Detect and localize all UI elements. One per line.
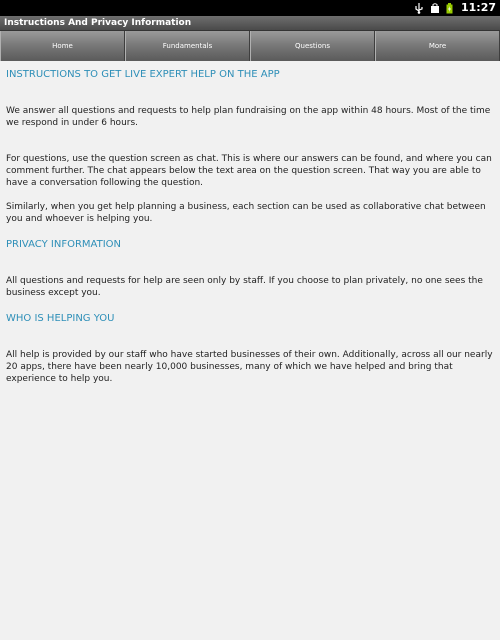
status-bar bbox=[0, 0, 500, 16]
usb-icon bbox=[414, 3, 424, 14]
heading-expert-help: INSTRUCTIONS TO GET LIVE EXPERT HELP ON THE APP bbox=[6, 69, 280, 80]
tab-home[interactable]: Home bbox=[0, 31, 125, 61]
tab-questions[interactable]: Questions bbox=[250, 31, 375, 61]
paragraph-who-helps: All help is provided by our staff who have started businesses of their own. Additionally, across all our nearly 20 apps, there have been nearly 10,000 businesses, many of which we have helped and bring that experience to help you. bbox=[6, 350, 493, 384]
content-area bbox=[0, 61, 500, 640]
tab-fundamentals[interactable]: Fundamentals bbox=[125, 31, 250, 61]
heading-privacy: PRIVACY INFORMATION bbox=[6, 239, 121, 250]
bag-icon bbox=[430, 3, 440, 14]
tab-more[interactable]: More bbox=[375, 31, 500, 61]
heading-who-helps: WHO IS HELPING YOU bbox=[6, 313, 115, 324]
status-icons bbox=[414, 2, 456, 14]
title-bar bbox=[0, 16, 500, 31]
battery-icon bbox=[446, 3, 456, 14]
paragraph-response-time: We answer all questions and requests to help plan fundraising on the app within 48 hours. Most of the time we respond in under 6 hours. bbox=[6, 106, 491, 128]
clock: 11:27 bbox=[460, 1, 496, 14]
tab-bar bbox=[0, 31, 500, 61]
page-title: Instructions And Privacy Information bbox=[4, 18, 192, 28]
paragraph-privacy: All questions and requests for help are seen only by staff. If you choose to plan privately, no one sees the business except you. bbox=[6, 276, 483, 298]
paragraph-business-chat: Similarly, when you get help planning a business, each section can be used as collaborative chat between you and whoever is helping you. bbox=[6, 202, 486, 224]
paragraph-question-chat: For questions, use the question screen as chat. This is where our answers can be found, and where you can comment further. The chat appears below the text area on the question screen. That way you are able to have a conversation following the question. bbox=[6, 154, 492, 188]
